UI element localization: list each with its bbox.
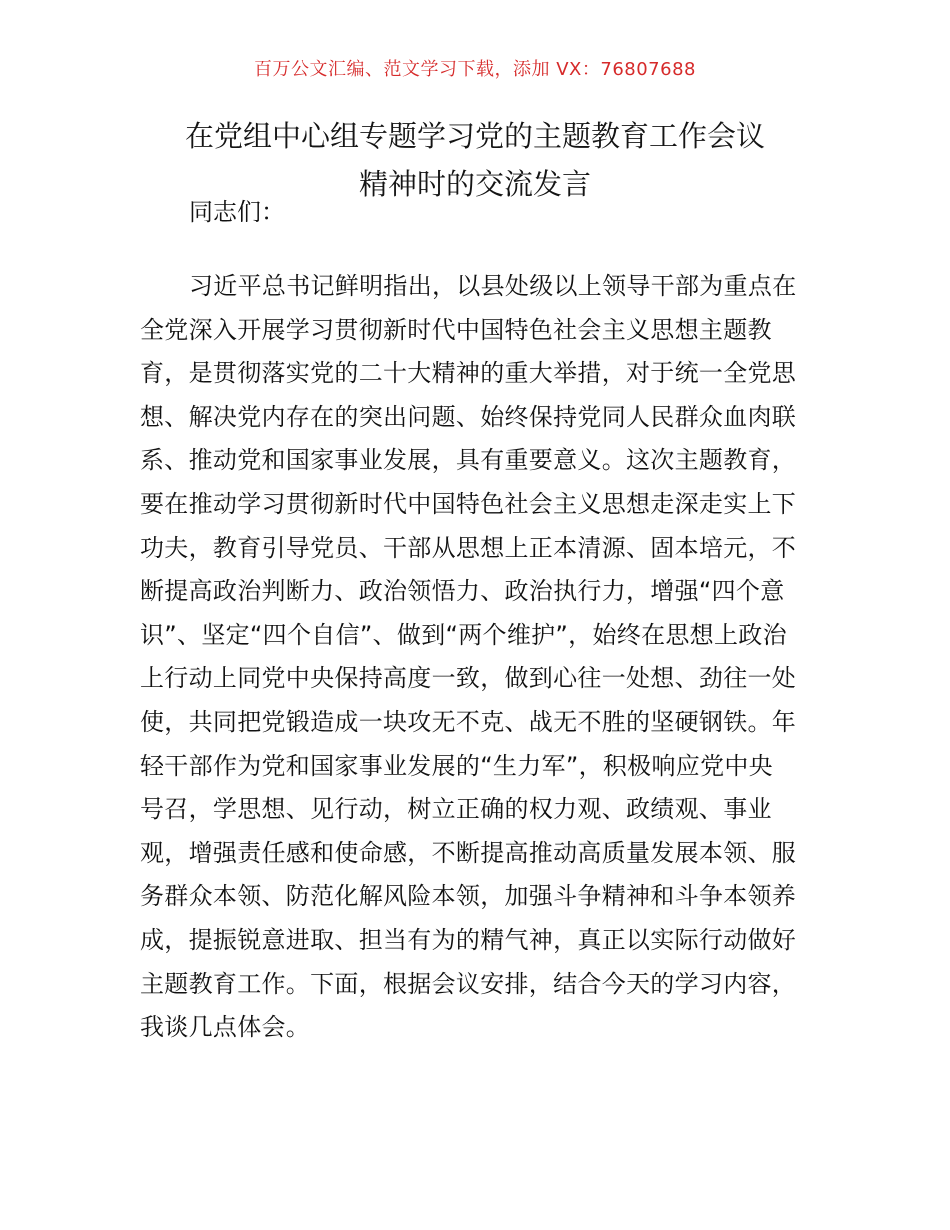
title-line-2: 精神时的交流发言 xyxy=(358,167,591,201)
body-line: 成，提振锐意进取、担当有为的精气神，真正以实际行动做好 xyxy=(140,925,797,954)
body-line: 观，增强责任感和使命感，不断提高推动高质量发展本领、服 xyxy=(140,838,797,867)
body-line: 我谈几点体会。 xyxy=(140,1013,311,1042)
body-line: 断提高政治判断力、政治领悟力、政治执行力，增强“四个意 xyxy=(140,577,785,606)
title-line-1: 在党组中心组专题学习党的主题教育工作会议 xyxy=(184,119,765,153)
body-line: 育，是贯彻落实党的二十大精神的重大举措，对于统一全党思 xyxy=(140,359,797,388)
body-line: 上行动上同党中央保持高度一致，做到心往一处想、劲往一处 xyxy=(140,664,797,693)
body-paragraph xyxy=(140,265,820,1050)
body-line: 主题教育工作。下面，根据会议安排，结合今天的学习内容， xyxy=(140,969,797,998)
salutation: 同志们： xyxy=(189,198,285,226)
watermark-header: 百万公文汇编、范文学习下载，添加 VX：76807688 xyxy=(254,59,696,80)
body-line: 识”、坚定“四个自信”、做到“两个维护”，始终在思想上政治 xyxy=(140,620,787,649)
body-line: 号召，学思想、见行动，树立正确的权力观、政绩观、事业 xyxy=(140,795,772,824)
body-line: 功夫，教育引导党员、干部从思想上正本清源、固本培元，不 xyxy=(140,533,797,562)
body-line: 想、解决党内存在的突出问题、始终保持党同人民群众血肉联 xyxy=(140,402,797,431)
body-line: 务群众本领、防范化解风险本领，加强斗争精神和斗争本领养 xyxy=(140,882,797,911)
body-line: 习近平总书记鲜明指出，以县处级以上领导干部为重点在 xyxy=(189,272,797,300)
body-line: 系、推动党和国家事业发展，具有重要意义。这次主题教育， xyxy=(140,446,797,475)
body-line: 全党深入开展学习贯彻新时代中国特色社会主义思想主题教 xyxy=(140,315,772,344)
body-line: 使，共同把党锻造成一块攻无不克、战无不胜的坚硬钢铁。年 xyxy=(140,707,797,736)
body-line: 轻干部作为党和国家事业发展的“生力军”，积极响应党中央 xyxy=(140,751,773,780)
body-line: 要在推动学习贯彻新时代中国特色社会主义思想走深走实上下 xyxy=(140,489,797,518)
